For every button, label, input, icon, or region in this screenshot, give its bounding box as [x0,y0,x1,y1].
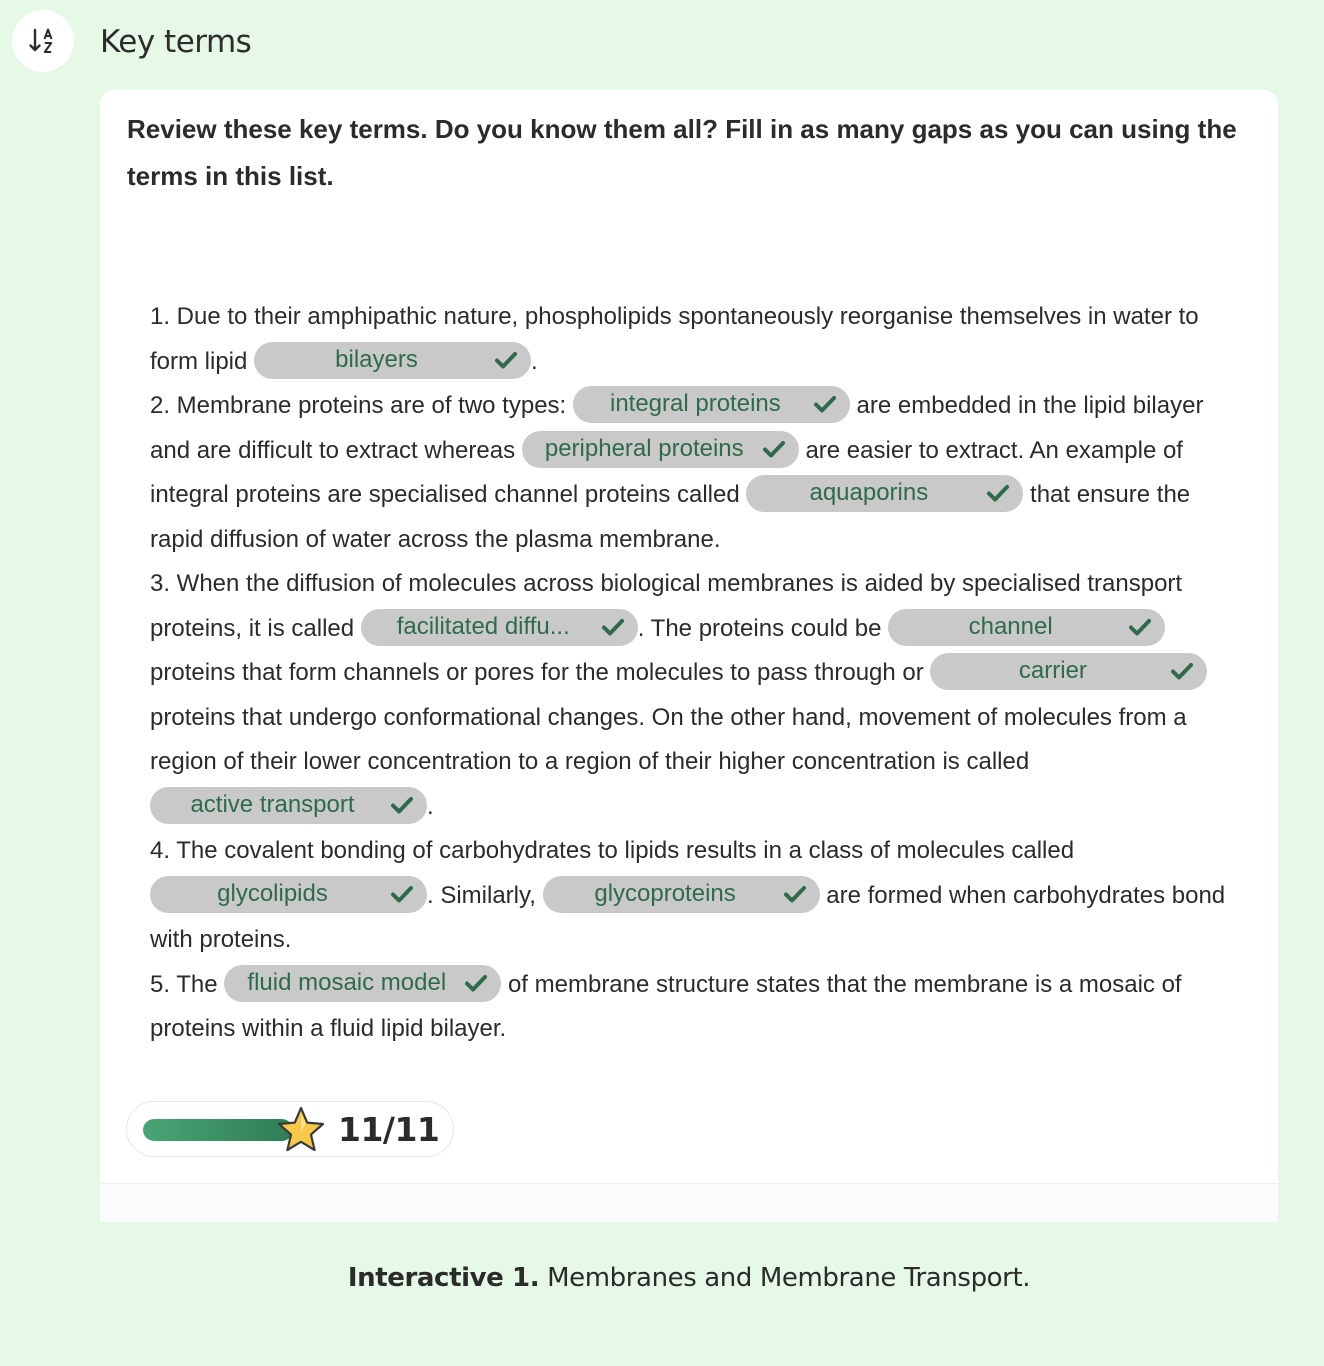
gap-glycolipids[interactable] [150,876,427,913]
checkmark-icon [465,974,487,992]
star-icon [275,1104,327,1156]
progress-fill [143,1119,293,1141]
sort-button[interactable] [12,10,74,72]
checkmark-icon [602,618,624,636]
checkmark-icon [987,484,1009,502]
gap-answer: bilayers [335,345,418,373]
question-text: . [427,792,434,820]
gap-answer: active transport [190,790,355,818]
question-text: proteins that undergo conformational changes. On the other hand, movement of molecules from a region of their lower concentration to a region of their higher concentration is called [150,703,1187,775]
checkmark-icon [495,351,517,369]
question-text: that ensure the rapid diffusion of water across the plasma membrane. [150,481,1191,553]
gap-bilayers[interactable] [254,342,531,379]
checkmark-icon [784,885,806,903]
gap-fluid-mosaic-model[interactable] [224,965,501,1002]
checkmark-icon [763,440,785,458]
gap-peripheral-proteins[interactable] [522,431,799,468]
gap-channel[interactable] [888,609,1165,646]
question-1 [150,295,1240,384]
caption-text: Membranes and Membrane Transport. [547,1263,1031,1293]
gap-glycoproteins[interactable] [543,876,820,913]
question-text: . The proteins could be [637,614,882,642]
question-text: . Similarly, [427,881,536,909]
gap-answer: glycoproteins [594,879,736,907]
caption-label: Interactive 1. [347,1263,540,1293]
gap-aquaporins[interactable] [746,475,1023,512]
question-4 [150,829,1240,963]
score-text: 11/11 [338,1110,440,1149]
gap-answer: peripheral proteins [544,434,744,462]
gap-answer: integral proteins [609,390,781,418]
question-5 [150,963,1240,1052]
key-terms-card [100,90,1278,1222]
gap-integral-proteins[interactable] [573,386,850,423]
checkmark-icon [391,796,413,814]
checkmark-icon [814,395,836,413]
question-text: 2. Membrane proteins are of two types: [150,392,567,419]
gap-answer: glycolipids [217,879,328,907]
question-text: are embedded in the lipid bilayer and are difficult to extract whereas [150,392,1204,464]
question-text: 4. The covalent bonding of carbohydrates to lipids results in a class of molecules called [150,837,1075,864]
question-text: 3. When the diffusion of molecules across biological membranes is aided by specialised transport proteins, it is called [150,570,1183,642]
question-text: proteins that form channels or pores for the molecules to pass through or [150,659,924,686]
question-text: 5. The [150,970,218,998]
question-text: 1. Due to their amphipathic nature, phospholipids spontaneously reorganise themselves in water to form lipid [150,303,1199,375]
gap-answer: facilitated diffu... [396,612,570,640]
checkmark-icon [1129,618,1151,636]
question-3 [150,562,1240,829]
checkmark-icon [391,885,413,903]
gap-answer: carrier [1018,657,1087,685]
gap-answer: aquaporins [809,479,929,507]
question-text: . [531,347,538,375]
gap-active-transport[interactable] [150,787,427,824]
figure-caption [0,1258,1324,1298]
card-footer [100,1183,1278,1222]
gap-answer: fluid mosaic model [247,968,447,996]
gap-answer: channel [968,612,1053,640]
gap-facilitated-diffusion[interactable] [361,609,638,646]
score-progress [126,1101,454,1157]
fill-in-exercise [150,295,1240,1052]
question-text: are formed when carbohydrates bond with proteins. [150,881,1226,953]
question-text: are easier to extract. An example of integral proteins are specialised channel proteins called [150,436,1183,508]
sort-a-z-icon [28,26,58,56]
gap-carrier[interactable] [930,653,1207,690]
section-title: Key terms [100,24,252,60]
instruction-text: Review these key terms. Do you know them all? Fill in as many gaps as you can using the terms in this list. [127,114,1237,191]
progress-bar [143,1119,293,1141]
question-text: of membrane structure states that the membrane is a mosaic of proteins within a fluid lipid bilayer. [150,970,1182,1042]
question-2 [150,384,1240,562]
checkmark-icon [1171,662,1193,680]
